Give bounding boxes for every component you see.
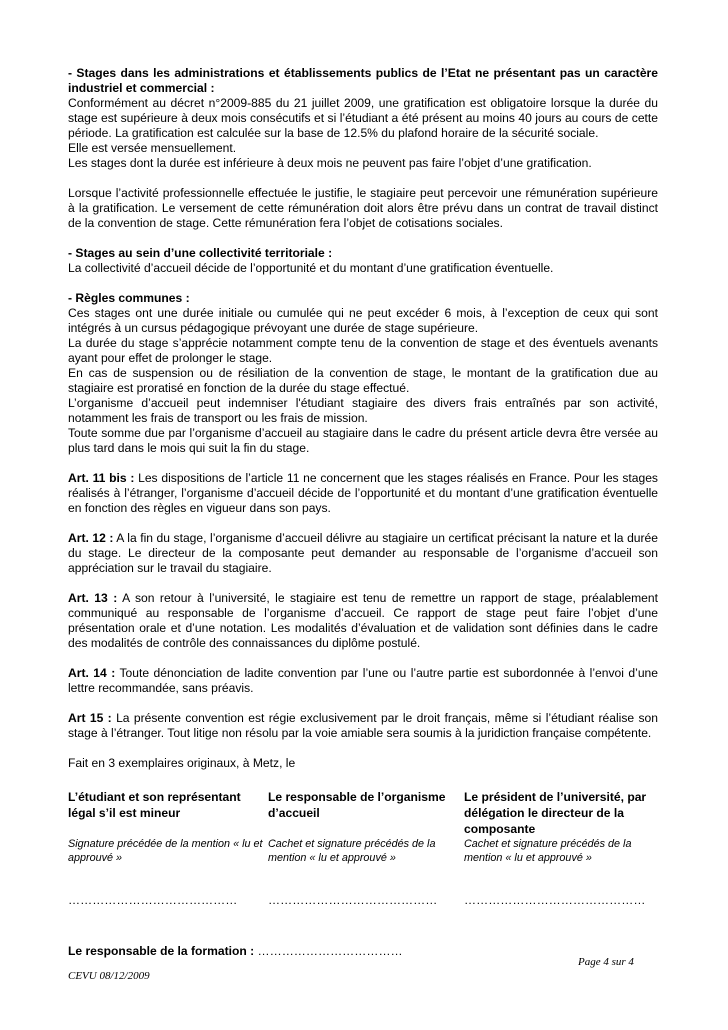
- fait-line: Fait en 3 exemplaires originaux, à Metz, le: [68, 756, 296, 770]
- regles-p4: L’organisme d’accueil peut indemniser l'étudiant stagiaire des divers frais entraînés par son activité, notamment les frais de transport ou les frais de mission.: [68, 396, 658, 425]
- article-text: La présente convention est régie exclusivement par le droit français, même si l’étudiant réalise son stage à l’étranger. Tout litige non résolu par la voie amiable sera soumis à la juridiction française compétente.: [68, 711, 658, 740]
- section-admin-para3: Les stages dont la durée est inférieure à deux mois ne peuvent pas faire l’objet d’une gratification.: [68, 156, 592, 170]
- document-body: [68, 66, 658, 959]
- article-text: Toute dénonciation de ladite convention par l’une ou l’autre partie est subordonnée à l’envoi d’une lettre recommandée, sans préavis.: [68, 666, 658, 695]
- signature-line: ……………………………………: [68, 893, 238, 907]
- page-number: Page 4 sur 4: [578, 956, 634, 968]
- signature-line: ………………………………………: [464, 893, 646, 907]
- article-11bis: [68, 471, 658, 516]
- article-text: Les dispositions de l’article 11 ne concernent que les stages réalisés en France. Pour les stages réalisés à l’étranger, l’organisme d’accueil décide de l’opportunité et du montant d’une gratification éventuelle en fonction des règles en vigueur dans son pays.: [68, 471, 658, 515]
- signature-title: L’étudiant et son représentant légal s’il est mineur: [68, 790, 241, 820]
- section-admin: [68, 66, 658, 171]
- section-regles: [68, 291, 658, 456]
- article-label: Art. 13 :: [68, 591, 118, 605]
- section-admin-para1: Conformément au décret n°2009-885 du 21 juillet 2009, une gratification est obligatoire lorsque la durée du stage est supérieure à deux mois consécutifs et si l’étudiant a été présent au moins 40 jours au cours de cette période. La gratification est calculée sur la base de 12.5% du plafond horaire de la sécurité sociale.: [68, 96, 658, 140]
- article-text: A la fin du stage, l’organisme d’accueil délivre au stagiaire un certificat précisant la nature et la durée du stage. Le directeur de la composante peut demander au responsable de l’organisme d’accueil son appréciation sur le travail du stagiaire.: [68, 531, 659, 575]
- section-remuneration: [68, 186, 658, 231]
- regles-p5: Toute somme due par l’organisme d’accueil au stagiaire dans le cadre du présent article devra être versée au plus tard dans le mois qui suit la fin du stage.: [68, 426, 658, 455]
- signature-column-organisme: [268, 789, 464, 908]
- regles-heading: - Règles communes :: [68, 291, 190, 305]
- article-label: Art 15 :: [68, 711, 112, 725]
- article-15: [68, 711, 658, 741]
- article-label: Art. 12 :: [68, 531, 114, 545]
- collectivite-heading: - Stages au sein d’une collectivité territoriale :: [68, 246, 333, 260]
- formation-signature: [68, 944, 658, 959]
- article-12: [68, 531, 658, 576]
- signature-mention: Signature précédée de la mention « lu et approuvé »: [68, 838, 263, 864]
- section-collectivite: [68, 246, 658, 276]
- footer-reference: CEVU 08/12/2009: [68, 970, 150, 982]
- section-admin-heading: - Stages dans les administrations et établissements publics de l’Etat ne présentant pas un caractère industriel et commercial :: [68, 66, 658, 95]
- formation-label: Le responsable de la formation :: [68, 944, 255, 958]
- section-admin-para2: Elle est versée mensuellement.: [68, 141, 237, 155]
- remuneration-text: Lorsque l’activité professionnelle effectuée le justifie, le stagiaire peut percevoir une rémunération supérieure à la gratification. Le versement de cette rémunération doit alors être prévu dans un contrat de travail distinct de la convention de stage. Cette rémunération fera l’objet de cotisations sociales.: [68, 186, 658, 230]
- formation-dots: ………………………………: [254, 944, 403, 958]
- article-13: [68, 591, 658, 651]
- article-text: A son retour à l’université, le stagiaire est tenu de remettre un rapport de stage, préalablement communiqué au responsable de l’organisme d’accueil. Ce rapport de stage peut faire l’objet d’une présentation orale et d’une notation. Les modalités d’évaluation et de validation sont définies dans le cadre des modalités de contrôle des connaissances du diplôme postulé.: [68, 591, 658, 650]
- regles-p2: La durée du stage s’apprécie notamment compte tenu de la convention de stage et des éventuels avenants ayant pour effet de prolonger le stage.: [68, 336, 658, 365]
- signature-column-student: [68, 789, 268, 908]
- signature-line: ……………………………………: [268, 893, 438, 907]
- signature-mention: Cachet et signature précédés de la mention « lu et approuvé »: [268, 838, 436, 864]
- signature-table: [68, 789, 658, 908]
- article-14: [68, 666, 658, 696]
- collectivite-text: La collectivité d’accueil décide de l’opportunité et du montant d’une gratification éventuelle.: [68, 261, 554, 275]
- signature-title: Le président de l’université, par délégation le directeur de la composante: [464, 790, 647, 836]
- signature-column-president: [464, 789, 658, 908]
- regles-p1: Ces stages ont une durée initiale ou cumulée qui ne peut excéder 6 mois, à l’exception de ceux qui sont intégrés à un cursus pédagogique prévoyant une durée de stage supérieure.: [68, 306, 658, 335]
- article-label: Art. 11 bis :: [68, 471, 135, 485]
- article-label: Art. 14 :: [68, 666, 116, 680]
- regles-p3: En cas de suspension ou de résiliation de la convention de stage, le montant de la gratification due au stagiaire est proratisé en fonction de la durée du stage effectué.: [68, 366, 658, 395]
- signature-mention: Cachet et signature précédés de la mention « lu et approuvé »: [464, 838, 632, 864]
- signature-title: Le responsable de l’organisme d’accueil: [268, 790, 446, 820]
